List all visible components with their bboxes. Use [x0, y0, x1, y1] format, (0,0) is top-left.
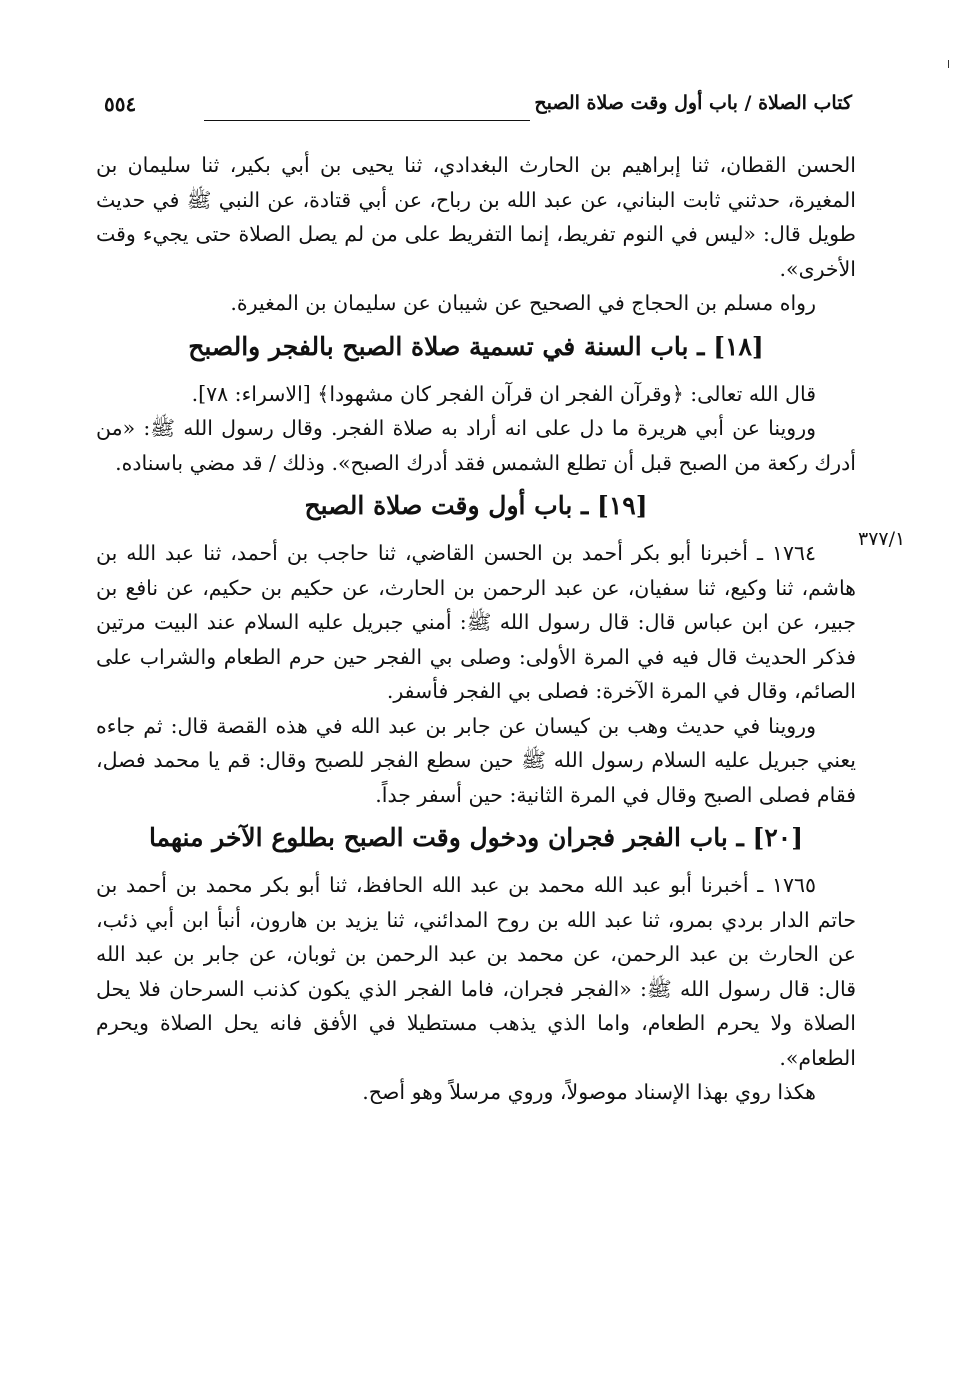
- header-title: كتاب الصلاة / باب أول وقت صلاة الصبح: [534, 92, 852, 114]
- scan-mark: [948, 60, 949, 68]
- section-heading: [١٩] ـ باب أول وقت صلاة الصبح: [304, 491, 648, 520]
- paragraph: وروينا في حديث وهب بن كيسان عن جابر بن عبد الله في هذه القصة قال: ثم جاءه يعني جبريل عليه السلام رسول الله ﷺ حين سطع الفجر للصبح وقال: قم يا محمد فصل، فقام فصلى الصبح وقال في المرة الثانية: حين أسفر جداً.: [96, 713, 856, 807]
- running-header: [92, 92, 852, 128]
- paragraph: قال الله تعالى: ﴿وقرآن الفجر ان قرآن الفجر كان مشهودا﴾ [الاسراء: ٧٨].: [191, 381, 816, 406]
- paragraph: رواه مسلم بن الحجاج في الصحيح عن شيبان عن سليمان بن المغيرة.: [230, 291, 816, 315]
- margin-note: ٣٧٧/١: [858, 528, 906, 550]
- paragraph: الحسن القطان، ثنا إبراهيم بن الحارث البغدادي، ثنا يحيى بن أبي بكير، ثنا سليمان بن المغيرة، حدثني ثابت البناني، عن عبد الله بن رباح، عن أبي قتادة، عن النبي ﷺ في حديث طويل قال: «ليس في النوم تفريط، إنما التفريط على من لم يصل الصلاة حتى يجيء وقت الأخرى».: [96, 153, 856, 281]
- paragraph: ١٧٦٥ ـ أخبرنا أبو عبد الله محمد بن عبد الله الحافظ، ثنا أبو بكر محمد بن أحمد بن حاتم الدار بردي بمرو، ثنا عبد الله بن روح المدائني، ثنا يزيد بن هارون، أنبأ ابن أبي ذئب، عن الحارث بن عبد الرحمن، عن محمد بن عبد الرحمن بن ثوبان، عن جابر بن عبد الله قال: قال رسول الله ﷺ: «الفجر فجران، فاما الفجر الذي يكون كذنب السرحان فلا يحل الصلاة ولا يحرم الطعام، واما الذي يذهب مستطيلا في الأفق فانه يحل الصلاة ويحرم الطعام».: [96, 873, 856, 1070]
- section-heading: [١٨] ـ باب السنة في تسمية صلاة الصبح بالفجر والصبح: [188, 331, 764, 361]
- paragraph: ١٧٦٤ ـ أخبرنا أبو بكر أحمد بن الحسن القاضي، ثنا حاجب بن أحمد، ثنا عبد الله بن هاشم، ثنا وكيع، ثنا سفيان، عن عبد الرحمن بن الحارث، عن حكيم بن حكيم، عن نافع بن جبير، عن ابن عباس قال: قال رسول الله ﷺ: أمني جبريل عليه السلام عند البيت مرتين فذكر الحديث قال فيه في المرة الأولى: وصلى بي الفجر حين حرم الطعام والشراب على الصائم، وقال في المرة الآخرة: فصلى بي الفجر فأسفر.: [96, 541, 856, 703]
- page-number: ٥٥٤: [104, 92, 137, 116]
- paragraph: وروينا عن أبي هريرة ما دل على انه أراد به صلاة الفجر. وقال رسول الله ﷺ: «من أدرك ركعة من الصبح قبل أن تطلع الشمس فقد أدرك الصبح». وذلك / قد مضي باسناده.: [96, 416, 856, 475]
- header-rule: [204, 120, 530, 121]
- paragraph: هكذا روي بهذا الإسناد موصولاً، وروي مرسلاً وهو أصح.: [362, 1080, 816, 1104]
- section-heading: [٢٠] ـ باب الفجر فجران ودخول وقت الصبح بطلوع الآخر منهما: [148, 823, 804, 852]
- page-body: [96, 148, 856, 1110]
